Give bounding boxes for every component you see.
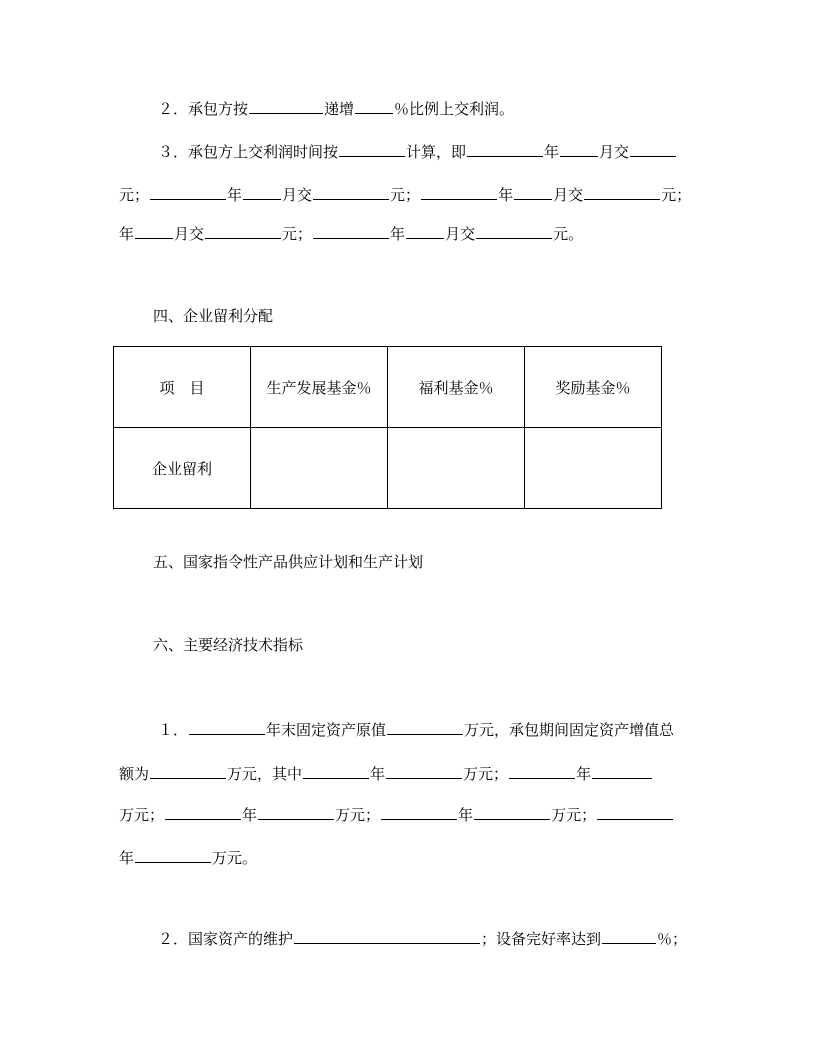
- item-2-mid: ；设备完好率达到: [481, 930, 602, 948]
- item-2-prefix: ２．国家资产的维护: [158, 930, 294, 948]
- item-1-wan-yuan-among: 万元，其中: [227, 765, 303, 783]
- item-1-wan-yuan-a: 万元；: [463, 765, 509, 783]
- clause-3-year-blank-5[interactable]: [313, 222, 389, 239]
- item-1-year-b: 年: [576, 765, 592, 783]
- clause-3-month-blank-1[interactable]: [560, 140, 598, 157]
- item-1-year-blank-d[interactable]: [381, 803, 457, 820]
- item-1-line-1: [158, 718, 674, 740]
- clause-3-month-pay-5: 月交: [445, 225, 476, 243]
- section-5-title: 五、国家指令性产品供应计划和生产计划: [153, 553, 424, 571]
- development-fund-cell[interactable]: [251, 428, 388, 509]
- clause-3-yuan-2: 元；: [390, 186, 421, 204]
- bonus-fund-cell[interactable]: [525, 428, 662, 509]
- clause-3-month-blank-4[interactable]: [135, 222, 173, 239]
- item-1-wan-yuan-b: 万元；: [119, 806, 165, 824]
- clause-3-year-5: 年: [390, 225, 406, 243]
- clause-2-base-blank[interactable]: [249, 97, 323, 114]
- item-1-wan-yuan-c: 万元；: [335, 806, 381, 824]
- section-4-title: 四、企业留利分配: [153, 307, 274, 325]
- clause-3-month-pay-1: 月交: [599, 143, 630, 161]
- clause-3-year-start: 年: [119, 225, 135, 243]
- item-1-year-blank-b[interactable]: [509, 762, 575, 779]
- clause-3-yuan-4: 元；: [282, 225, 313, 243]
- clause-3-line-2: [119, 183, 691, 205]
- item-1-wan-yuan-d: 万元；: [551, 806, 597, 824]
- item-1-amount-blank-b[interactable]: [592, 762, 652, 779]
- clause-3-prefix: ３．承包方上交利润时间按: [158, 143, 339, 161]
- welfare-fund-cell[interactable]: [388, 428, 525, 509]
- item-1-amount-blank-c[interactable]: [258, 803, 334, 820]
- clause-2-mid: 递增: [324, 100, 355, 118]
- item-2-line: [158, 927, 687, 949]
- item-1-year-blank-e[interactable]: [597, 803, 673, 820]
- item-1-year-e: 年: [119, 849, 135, 867]
- clause-3-year-blank-3[interactable]: [421, 183, 497, 200]
- clause-3-month-pay-4: 月交: [174, 225, 205, 243]
- item-1-number: １．: [158, 721, 189, 739]
- clause-3-year-1: 年: [544, 143, 560, 161]
- item-1-line-2: [119, 762, 653, 784]
- clause-3-yuan-1: 元；: [119, 186, 150, 204]
- clause-2-rate-blank[interactable]: [355, 97, 393, 114]
- clause-3-yuan-end: 元。: [553, 225, 584, 243]
- clause-2-prefix: ２．承包方按: [158, 100, 249, 118]
- item-1-amount-blank-d[interactable]: [474, 803, 550, 820]
- table-header-row: [114, 347, 662, 428]
- item-1-year-blank-c[interactable]: [165, 803, 241, 820]
- item-2-rate-blank[interactable]: [602, 927, 656, 944]
- clause-3-month-blank-3[interactable]: [514, 183, 552, 200]
- clause-3-month-pay-2: 月交: [282, 186, 313, 204]
- clause-3-year-blank-1[interactable]: [467, 140, 543, 157]
- clause-3-line-3: [119, 222, 583, 244]
- item-1-year-end: 年末固定资产原值: [266, 721, 387, 739]
- item-1-year-d: 年: [458, 806, 474, 824]
- item-1-amount-for: 额为: [119, 765, 150, 783]
- table-row: [114, 428, 662, 509]
- clause-3-month-blank-5[interactable]: [406, 222, 444, 239]
- item-1-amount-blank-a[interactable]: [386, 762, 462, 779]
- item-2-maintenance-blank[interactable]: [294, 927, 480, 944]
- item-2-suffix: ％；: [657, 930, 688, 948]
- table-header-cell: 奖励基金％: [525, 347, 662, 428]
- clause-3-calc: 计算，即: [406, 143, 467, 161]
- table-header-cell: 生产发展基金％: [251, 347, 388, 428]
- clause-3-month-blank-2[interactable]: [243, 183, 281, 200]
- clause-3-basis-blank[interactable]: [339, 140, 405, 157]
- retained-profit-table: [113, 346, 662, 509]
- clause-2-suffix: ％比例上交利润。: [394, 100, 515, 118]
- clause-3-amount-blank-1[interactable]: [630, 140, 676, 157]
- item-1-year-blank-a[interactable]: [303, 762, 369, 779]
- table-header-cell: 项 目: [114, 347, 251, 428]
- item-1-year-c: 年: [242, 806, 258, 824]
- item-1-line-3: [119, 803, 674, 825]
- clause-2-line: [158, 97, 514, 119]
- clause-3-amount-blank-5[interactable]: [476, 222, 552, 239]
- section-6-title: 六、主要经济技术指标: [153, 636, 304, 654]
- item-1-wan-yuan-comma: 万元，承包期间固定资产增值总: [464, 721, 675, 739]
- clause-3-amount-blank-2[interactable]: [313, 183, 389, 200]
- item-1-wan-yuan-end: 万元。: [212, 849, 258, 867]
- item-1-line-4: [119, 846, 257, 868]
- item-1-year-a: 年: [370, 765, 386, 783]
- clause-3-amount-blank-3[interactable]: [584, 183, 660, 200]
- clause-3-amount-blank-4[interactable]: [205, 222, 281, 239]
- clause-3-yuan-3: 元；: [661, 186, 692, 204]
- clause-3-year-blank-2[interactable]: [150, 183, 226, 200]
- clause-3-year-3: 年: [498, 186, 514, 204]
- item-1-total-blank[interactable]: [150, 762, 226, 779]
- table-row-label: 企业留利: [114, 428, 251, 509]
- item-1-original-value-blank[interactable]: [387, 718, 463, 735]
- table-header-cell: 福利基金％: [388, 347, 525, 428]
- item-1-year-blank[interactable]: [189, 718, 265, 735]
- clause-3-line-1: [158, 140, 677, 162]
- clause-3-year-2: 年: [227, 186, 243, 204]
- clause-3-month-pay-3: 月交: [553, 186, 584, 204]
- item-1-amount-blank-e[interactable]: [135, 846, 211, 863]
